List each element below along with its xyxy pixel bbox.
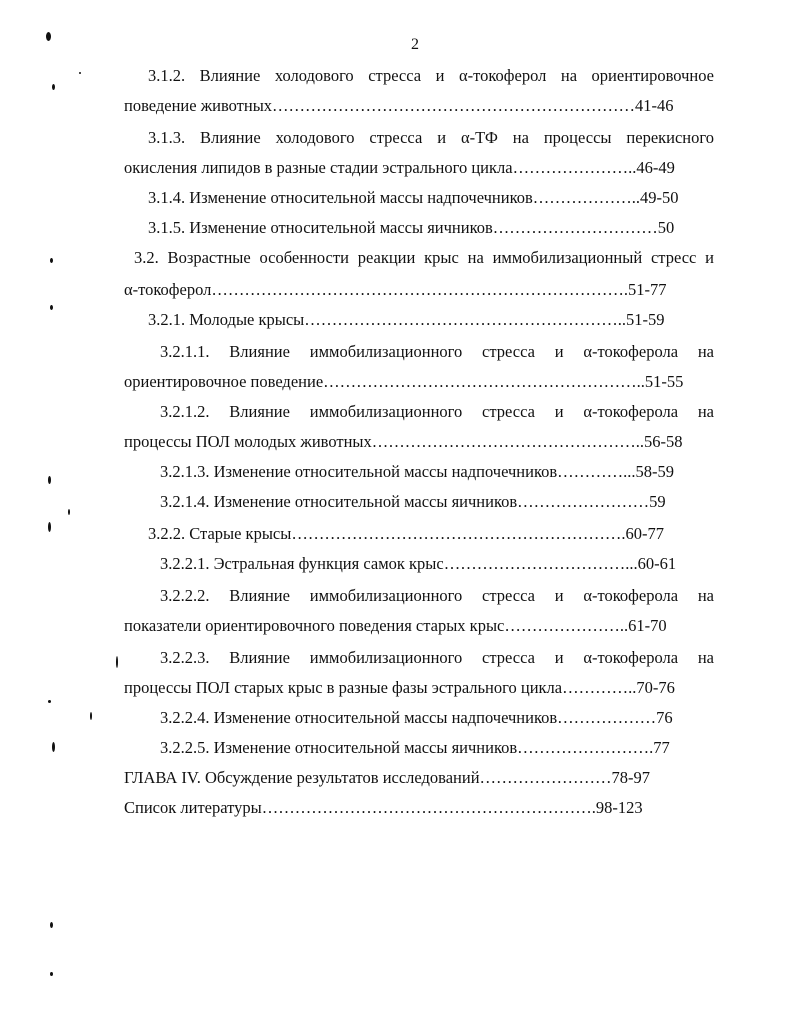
toc-entry-line-1: 3.2.1.2. Влияние иммобилизационного стресса и α-токоферола на bbox=[160, 402, 714, 421]
toc-entry-line-2: процессы ПОЛ молодых животных…………………………………………..56-58 bbox=[124, 432, 683, 451]
toc-entry-line-2: ориентировочное поведение…………………………………………………..51-55 bbox=[124, 372, 684, 391]
toc-entry-line-2: окисления липидов в разные стадии эстрального цикла…………………..46-49 bbox=[124, 158, 675, 177]
scan-speck bbox=[52, 84, 55, 90]
toc-entry-line-1: 3.1.5. Изменение относительной массы яичников…………………………50 bbox=[148, 218, 675, 237]
toc-entry-line-2: процессы ПОЛ старых крыс в разные фазы эстрального цикла…………..70-76 bbox=[124, 678, 675, 697]
toc-entry-line-1: 3.1.2. Влияние холодового стресса и α-токоферол на ориентировочное bbox=[148, 66, 714, 85]
toc-entry-line-1: 3.2.2. Старые крысы…………………………………………………….60-77 bbox=[148, 524, 664, 543]
toc-entry-line-1: 3.2.2.3. Влияние иммобилизационного стресса и α-токоферола на bbox=[160, 648, 714, 667]
scan-speck bbox=[50, 972, 53, 976]
toc-entry-line-1: 3.2.2.4. Изменение относительной массы надпочечников………………76 bbox=[160, 708, 673, 727]
toc-entry-line-1: 3.1.4. Изменение относительной массы надпочечников………………..49-50 bbox=[148, 188, 679, 207]
scan-speck bbox=[50, 258, 53, 263]
toc-entry-line-1: 3.2.2.1. Эстральная функция самок крыс……………………………...60-61 bbox=[160, 554, 677, 573]
scan-speck bbox=[116, 656, 118, 668]
toc-entry-line-1: 3.1.3. Влияние холодового стресса и α-ТФ на процессы перекисного bbox=[148, 128, 714, 147]
scan-speck bbox=[48, 700, 51, 703]
scan-speck bbox=[52, 742, 55, 752]
toc-entry-line-1: 3.2.1.1. Влияние иммобилизационного стресса и α-токоферола на bbox=[160, 342, 714, 361]
toc-entry-line-1: 3.2. Возрастные особенности реакции крыс на иммобилизационный стресс и bbox=[134, 248, 714, 267]
scan-speck bbox=[50, 922, 53, 928]
page-number: 2 bbox=[411, 36, 419, 53]
scan-speck bbox=[50, 305, 53, 310]
toc-entry-line-1: 3.2.1.4. Изменение относительной массы яичников……………………59 bbox=[160, 492, 666, 511]
toc-entry-line-1: 3.2.2.2. Влияние иммобилизационного стресса и α-токоферола на bbox=[160, 586, 714, 605]
scan-speck bbox=[68, 509, 70, 515]
scan-speck bbox=[48, 522, 51, 532]
toc-entry-line-1: ГЛАВА IV. Обсуждение результатов исследований……………………78-97 bbox=[124, 768, 651, 787]
scan-speck bbox=[46, 32, 51, 41]
scan-speck bbox=[48, 476, 51, 484]
toc-entry-line-2: α-токоферол………………………………………………………………….51-77 bbox=[124, 280, 667, 299]
scan-speck bbox=[90, 712, 92, 720]
toc-entry-line-2: поведение животных…………………………………………………………41-46 bbox=[124, 96, 674, 115]
toc-entry-line-2: показатели ориентировочного поведения старых крыс…………………..61-70 bbox=[124, 616, 667, 635]
toc-entry-line-1: 3.2.1.3. Изменение относительной массы надпочечников…………...58-59 bbox=[160, 462, 675, 481]
toc-entry-line-1: 3.2.1. Молодые крысы…………………………………………………..51-59 bbox=[148, 310, 665, 329]
scan-speck bbox=[79, 72, 81, 74]
toc-entry-line-1: Список литературы…………………………………………………….98-123 bbox=[124, 798, 643, 817]
toc-entry-line-1: 3.2.2.5. Изменение относительной массы яичников…………………….77 bbox=[160, 738, 670, 757]
